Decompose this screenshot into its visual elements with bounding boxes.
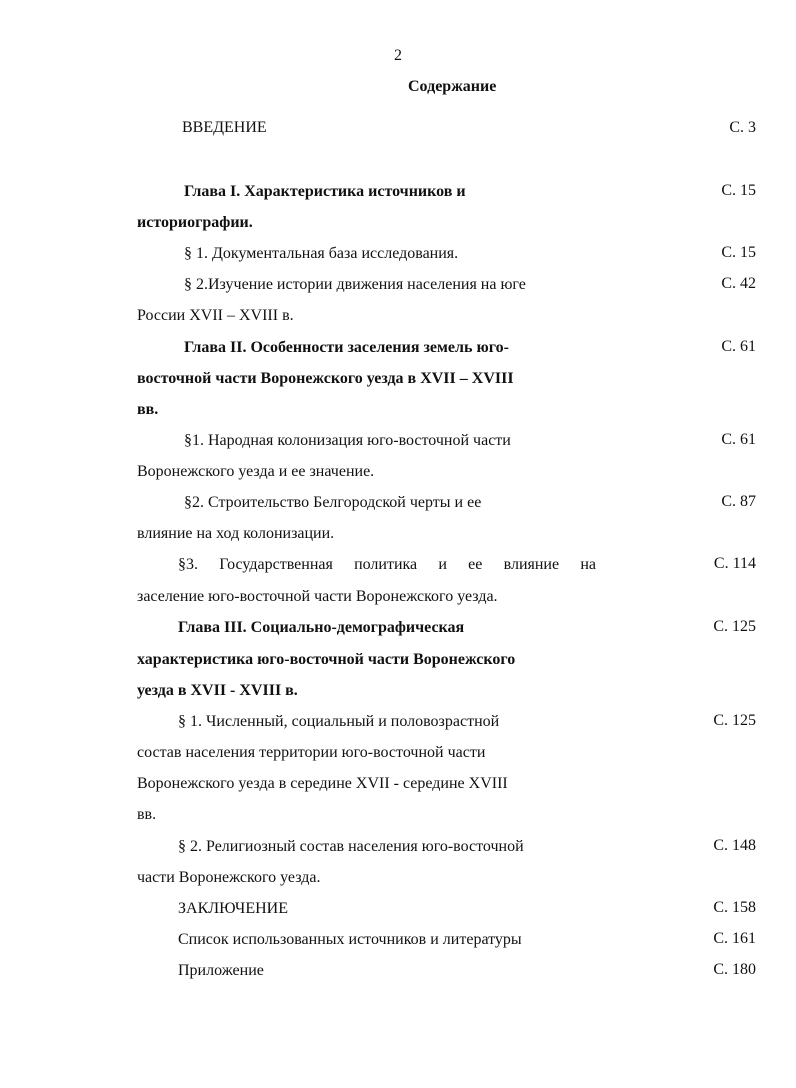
toc-chapter3-page: С. 125 [713, 618, 756, 635]
toc-sources-page: С. 161 [713, 930, 756, 947]
toc-ch3-section2-line2: части Воронежского уезда. [137, 869, 321, 886]
toc-ch3-section1-line2: состав населения территории юго-восточной части [137, 744, 486, 761]
toc-chapter3-line1: Глава III. Социально-демографическая [178, 619, 465, 636]
page-title: Содержание [408, 78, 497, 95]
toc-chapter3-line2: характеристика юго-восточной части Воронежского [137, 651, 516, 668]
toc-ch3-section2-page: С. 148 [713, 837, 756, 854]
toc-ch2-section3-page: С. 114 [713, 555, 756, 572]
toc-intro-label: ВВЕДЕНИЕ [182, 119, 267, 136]
toc-ch2-section1-line2: Воронежского уезда и ее значение. [137, 463, 375, 480]
toc-ch1-section1-page: С. 15 [721, 244, 756, 261]
toc-sources-label: Список использованных источников и литературы [178, 931, 522, 948]
toc-ch2-section2-line2: влияние на ход колонизации. [137, 525, 335, 542]
toc-ch2-section2-page: С. 87 [721, 493, 756, 510]
toc-ch3-section2-line1: § 2. Религиозный состав населения юго-восточной [178, 838, 524, 855]
toc-ch3-section1-line4: вв. [137, 806, 157, 823]
toc-appendix-page: С. 180 [713, 961, 756, 978]
toc-ch2-section3-line2: заселение юго-восточной части Воронежского уезда. [137, 588, 498, 605]
toc-chapter2-line1: Глава II. Особенности заселения земель юго- [184, 339, 509, 356]
toc-ch1-section2-line2: России XVII – XVIII в. [137, 307, 294, 324]
toc-ch1-section2-line1: § 2.Изучение истории движения населения на юге [184, 276, 526, 293]
toc-ch3-section1-line3: Воронежского уезда в середине XVII - середине XVIII [137, 775, 508, 792]
toc-ch1-section2-page: С. 42 [721, 275, 756, 292]
toc-appendix-label: Приложение [178, 962, 264, 979]
toc-ch3-section1-line1: § 1. Численный, социальный и половозрастной [178, 713, 500, 730]
toc-ch3-section1-page: С. 125 [713, 712, 756, 729]
toc-intro-page: С. 3 [729, 119, 756, 136]
toc-chapter2-line2: восточной части Воронежского уезда в XVII – XVIII [137, 370, 514, 387]
toc-chapter2-line3: вв. [137, 401, 159, 418]
toc-conclusion-label: ЗАКЛЮЧЕНИЕ [178, 900, 288, 917]
toc-ch2-section2-line1: §2. Строительство Белгородской черты и ее [184, 494, 482, 511]
toc-chapter1-line2: историографии. [137, 214, 253, 231]
toc-chapter1-page: С. 15 [721, 182, 756, 199]
toc-ch2-section1-line1: §1. Народная колонизация юго-восточной части [184, 432, 511, 449]
toc-chapter1-line1: Глава I. Характеристика источников и [184, 183, 466, 200]
toc-ch2-section3-line1: §3. Государственная политика и ее влияние на [178, 556, 596, 573]
toc-ch1-section1-label: § 1. Документальная база исследования. [184, 245, 459, 262]
toc-chapter2-page: С. 61 [721, 338, 756, 355]
toc-conclusion-page: С. 158 [713, 899, 756, 916]
page-number: 2 [394, 47, 402, 64]
toc-chapter3-line3: уезда в XVII - XVIII в. [137, 682, 298, 699]
toc-ch2-section1-page: С. 61 [721, 431, 756, 448]
